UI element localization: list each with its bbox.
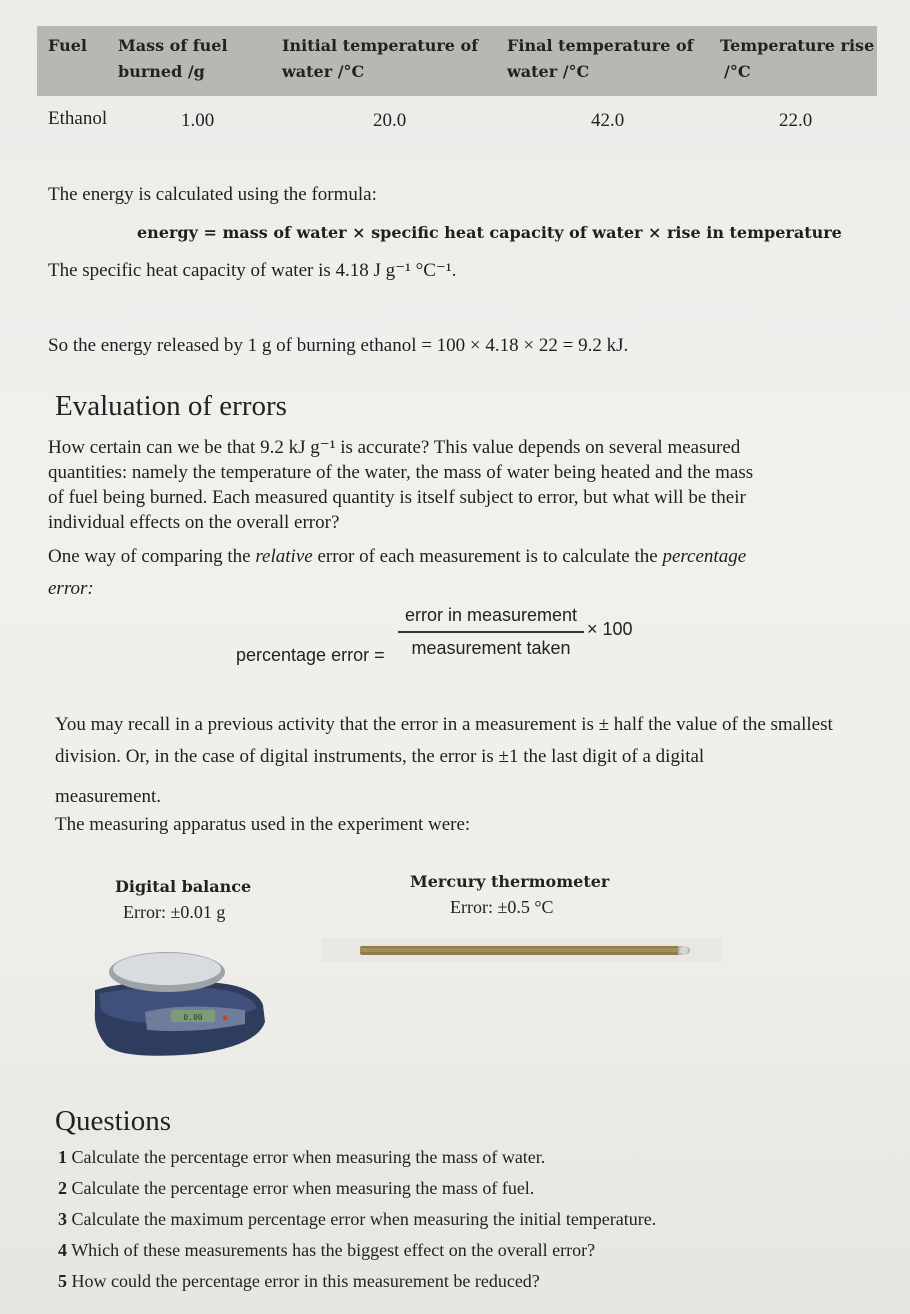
energy-released-text: So the energy released by 1 g of burning ethanol = 100 × 4.18 × 22 = 9.2 kJ. (48, 335, 629, 356)
apparatus-thermometer: Mercury thermometer Error: ±0.5 °C (410, 872, 610, 917)
para1-line3: of fuel being burned. Each measured quantity is itself subject to error, but what will be their (48, 487, 746, 508)
para1-line4: individual effects on the overall error? (48, 512, 340, 533)
para2-line1: One way of comparing the relative error of each measurement is to calculate the percentage (48, 546, 747, 567)
cell-rise: 22.0 (779, 110, 813, 131)
question-4: 4 Which of these measurements has the biggest effect on the overall error? (58, 1240, 596, 1260)
apparatus-intro: The measuring apparatus used in the experiment were: (55, 814, 471, 835)
th-temp-rise: Temperature rise /°C (720, 36, 875, 81)
svg-text:0.00: 0.00 (183, 1013, 203, 1022)
question-5: 5 How could the percentage error in this measurement be reduced? (58, 1271, 540, 1291)
formula-intro: The energy is calculated using the formula: (48, 184, 377, 205)
energy-formula: energy = mass of water × specific heat capacity of water × rise in temperature (137, 223, 842, 242)
cell-mass: 1.00 (181, 110, 215, 131)
para2-line2: error: (48, 578, 94, 599)
th-mass-fuel: Mass of fuel burned /g (118, 36, 228, 81)
section-heading-evaluation: Evaluation of errors (55, 390, 287, 422)
para3-line1: You may recall in a previous activity that the error in a measurement is ± half the value of the smallest (55, 714, 833, 735)
para1-line1: How certain can we be that 9.2 kJ g⁻¹ is accurate? This value depends on several measured (48, 437, 741, 458)
pe-numerator: error in measurement (404, 605, 578, 625)
th-fuel: Fuel (48, 36, 87, 55)
pe-label: percentage error = (236, 645, 385, 665)
specific-heat-text: The specific heat capacity of water is 4.18 J g⁻¹ °C⁻¹. (48, 260, 457, 281)
question-3: 3 Calculate the maximum percentage error when measuring the initial temperature. (58, 1209, 657, 1229)
cell-initial: 20.0 (373, 110, 407, 131)
pe-denominator: measurement taken (411, 638, 571, 658)
cell-final: 42.0 (591, 110, 625, 131)
para3-line2: division. Or, in the case of digital instruments, the error is ±1 the last digit of a digital (55, 746, 705, 767)
para3-line3: measurement. (55, 786, 162, 807)
mercury-thermometer-image (360, 943, 692, 959)
cell-fuel: Ethanol (48, 108, 108, 129)
section-heading-questions: Questions (55, 1105, 171, 1137)
question-2: 2 Calculate the percentage error when measuring the mass of fuel. (58, 1178, 535, 1198)
fraction-bar (398, 631, 584, 633)
para1-line2: quantities: namely the temperature of the water, the mass of water being heated and the mass (48, 462, 754, 483)
digital-balance-image (85, 950, 270, 1060)
question-1: 1 Calculate the percentage error when measuring the mass of water. (58, 1147, 546, 1167)
pe-times-100: × 100 (587, 619, 633, 639)
apparatus-balance: Digital balance Error: ±0.01 g (115, 877, 252, 922)
th-final-temp: Final temperature of water /°C (507, 36, 694, 81)
th-initial-temp: Initial temperature of water /°C (282, 36, 479, 81)
